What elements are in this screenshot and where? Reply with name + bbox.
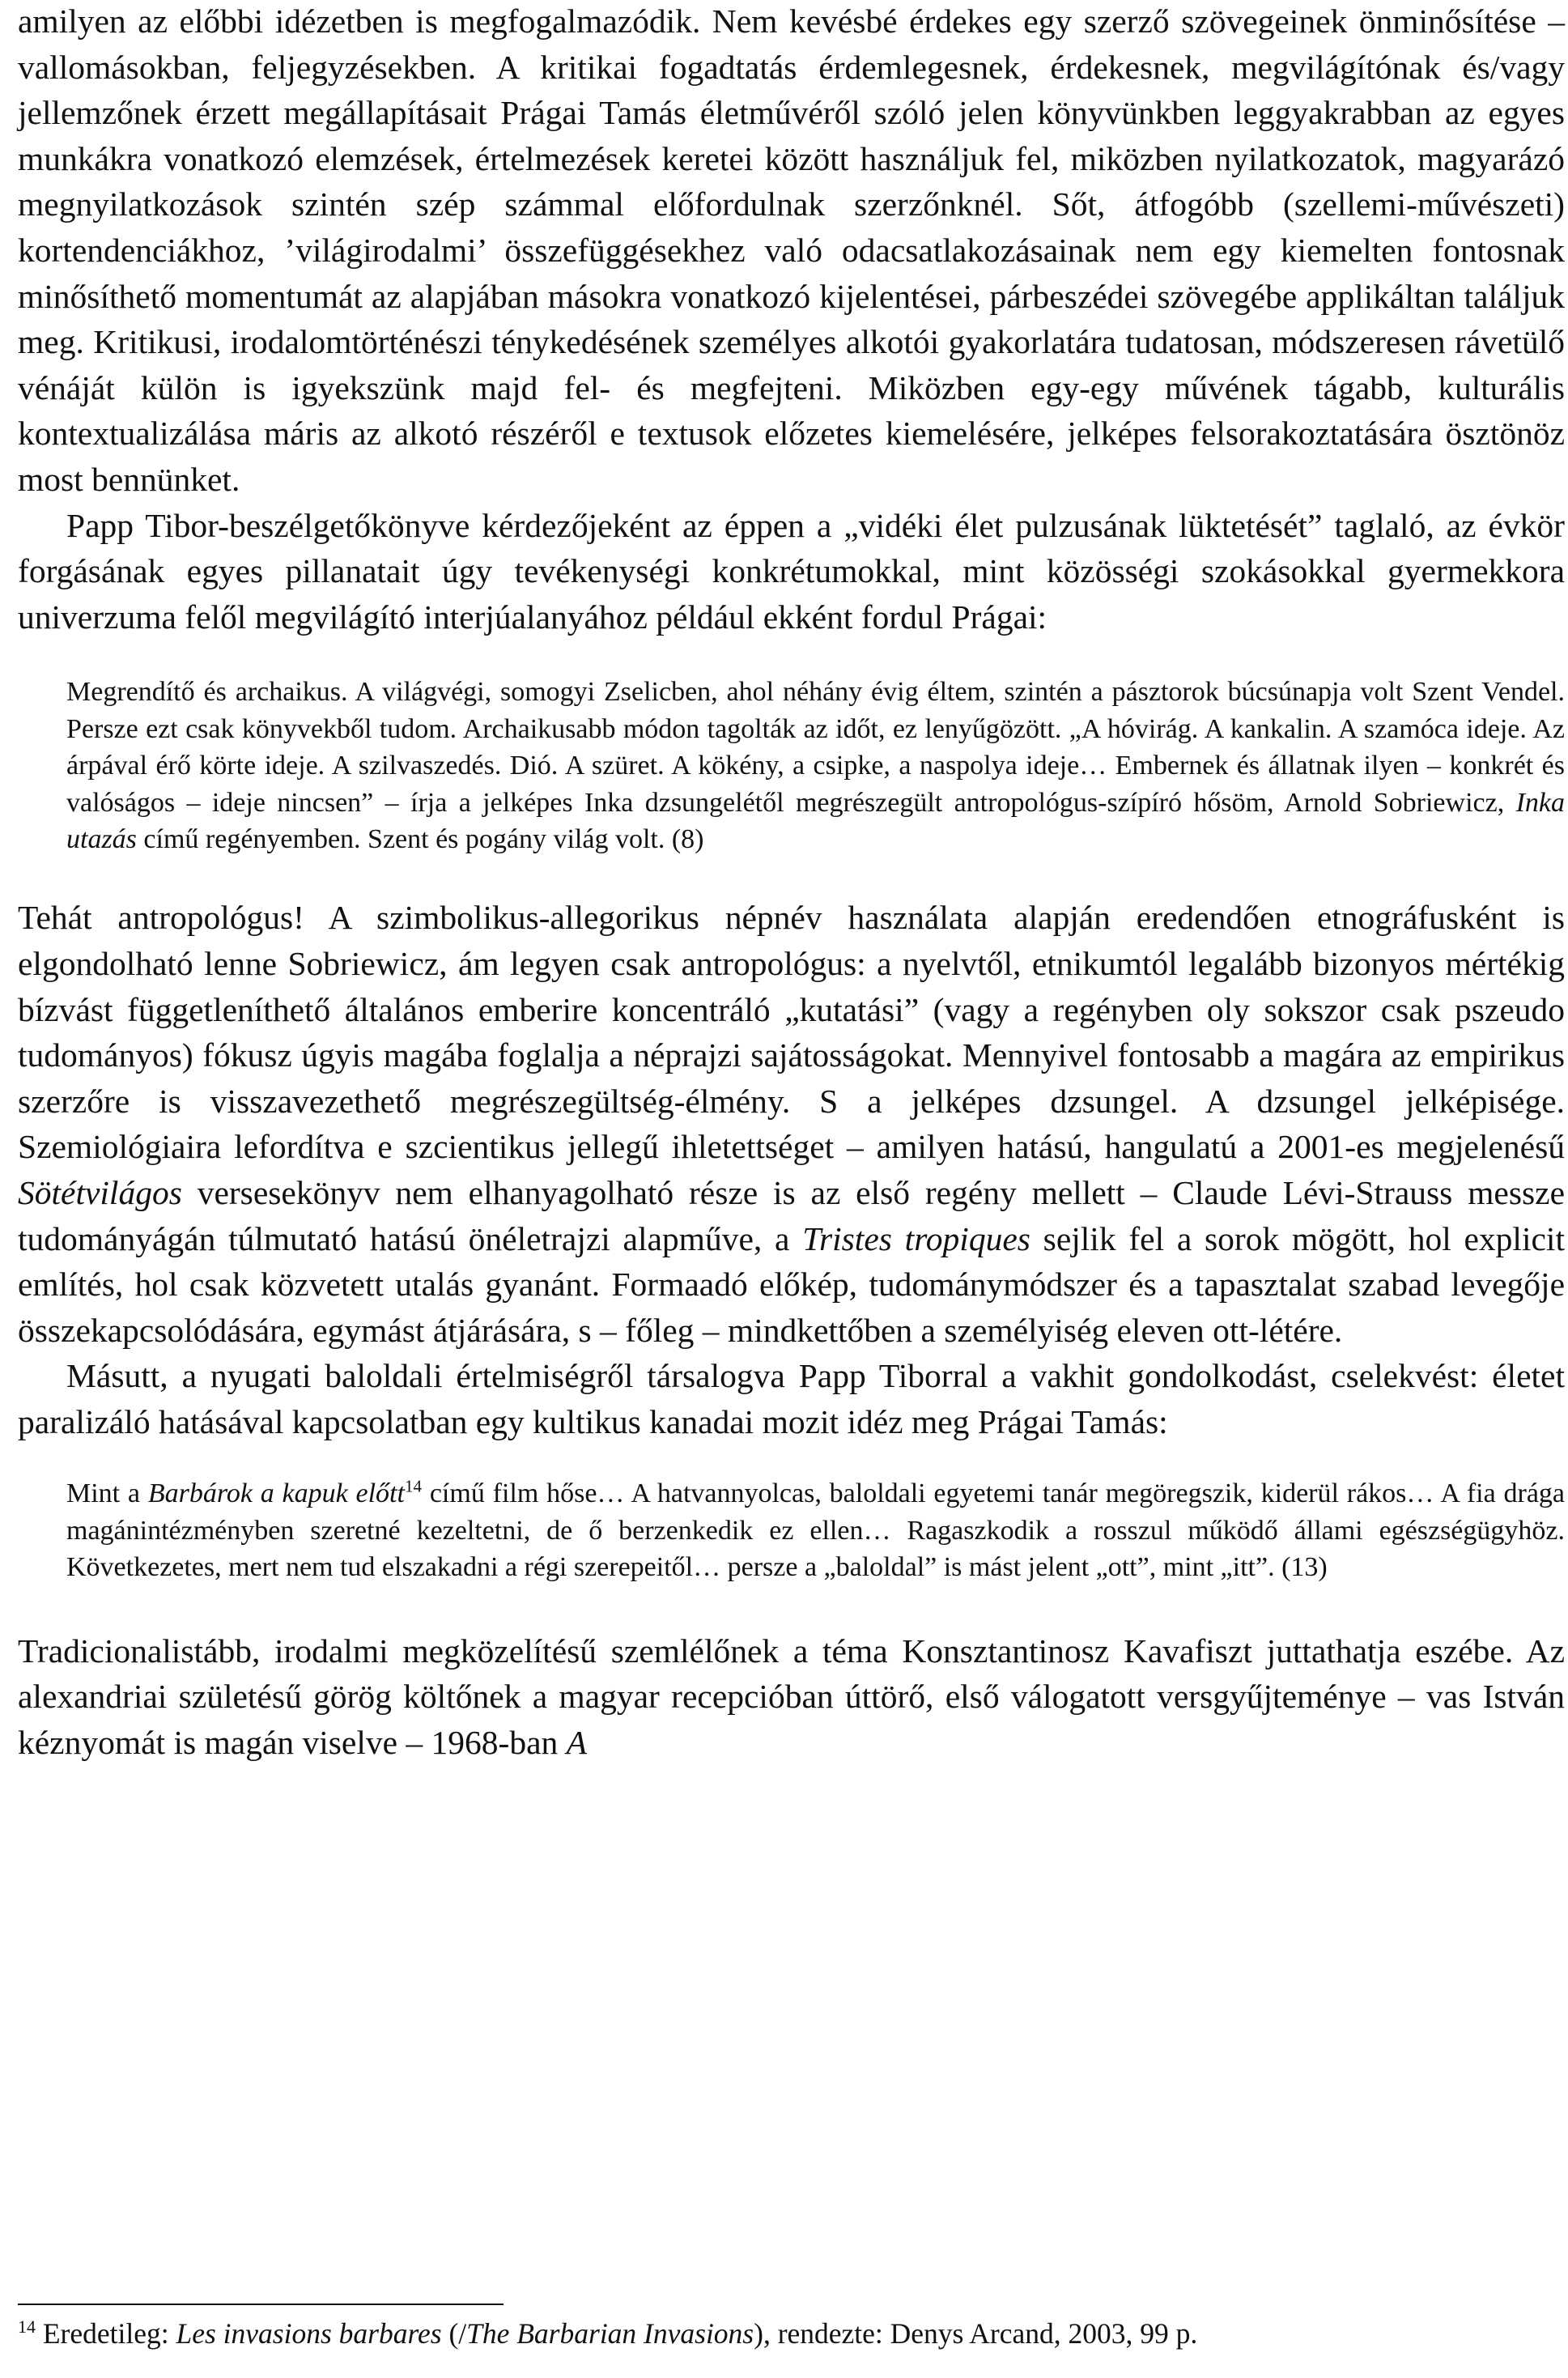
body-paragraph-2: Papp Tibor-beszélgetőkönyve kérdezőjeként az éppen a „vidéki élet pulzusának lüktetését” taglaló, az évkör forgásának egyes pillanatait úgy tevékenységi konkrétumokkal, mint közösségi szokásokkal gyermekkora univerzuma felől megvilágító interjúalanyához például ekként fordul Prágai: <box>18 506 1565 636</box>
block-quote-1: Megrendítő és archaikus. A világvégi, somogyi Zselicben, ahol néhány évig éltem, szintén a pásztorok búcsúnapja volt Szent Vendel. Persze ezt csak könyvekből tudom. Archaikusabb módon tagolták az időt, ez lenyűgözött. „A hóvirág. A kankalin. A szamóca ideje. Az árpával érő körte ideje. A szilvaszedés. Dió. A szüret. A kökény, a csipke, a naspolya ideje… Embernek és állatnak ilyen – konkrét és valóságos – ideje nincsen” – írja a jelképes Inka dzsungelétől megrészegült antropológus-szípíró hősöm, Arnold Sobriewicz, Inka utazás című regényemben. Szent és pogány világ volt. (8) <box>66 677 1565 854</box>
book-title-tristes-tropiques: Tristes tropiques <box>802 1219 1030 1257</box>
block-quote-2: Mint a Barbárok a kapuk előtt$^{14}$ című film hőse… A hatvannyolcas, baloldali egyetemi tanár megöregszik, kiderül rákos… A fia drága magánintézményben szeretné kezeltetni, de ő berzenkedik ez ellen… Ragaszkodik a rosszul működő állami egészségügyhöz. Következetes, mert nem tud elszakadni a régi szerepeitől… persze a „baloldal” is mást jelent „ott”, mint „itt”. (13) <box>66 1477 1566 1583</box>
body-paragraph-3: Tehát antropológus! A szimbolikus-allegorikus népnév használata alapján eredendően etnográfusként is elgondolható lenne Sobriewicz, ám legyen csak antropológus: a nyelvtől, etnikumtól legalább bizonyos mértékig bízvást függetleníthető általános emberire koncentráló „kutatási” (vagy a regényben oly sokszor csak pszeudo tudományos) fókusz úgyis magába foglalja a néprajzi sajátosságokat. Mennyivel fontosabb a magára az empirikus szerzőre is visszavezethető megrészegültség-élmény. S a jelképes dzsungel. A dzsungel jelképisége. Szemiológiaira lefordítva e szcientikus jellegű ihletettséget – amilyen hatású, hangulatú a 2001-es megjelenésű Sötétvilágos versesekönyv nem elhanyagolható része is az első regény mellett – Claude Lévi-Strauss messze tudományágán túlmutató hatású önéletrajzi alapműve, a Tristes tropiques sejlik fel a sorok mögött, hol explicit említés, hol csak közvetett utalás gyanánt. Formaadó előkép, tudománymódszer és a tapasztalat szabad levegője összekapcsolódására, egymást átjárására, s – főleg – mindkettőben a személyiség eleven ott-létére. <box>18 899 1565 1349</box>
book-title-inka-utazas: Inka utazás <box>66 787 1565 854</box>
film-title-original: Les invasions barbares <box>176 2317 442 2350</box>
body-paragraph-1: amilyen az előbbi idézetben is megfogalmazódik. Nem kevésbé érdekes egy szerző szövegeinek önminősítése – vallomásokban, feljegyzésekben. A kritikai fogadtatás érdemlegesnek, érdekesnek, megvilágítónak és/vagy jellemzőnek érzett megállapításait Prágai Tamás életművéről szóló jelen könyvünkben leggyakrabban az egyes munkákra vonatkozó elemzések, értelmezések keretei között használjuk fel, miközben nyilatkozatok, magyarázó megnyilatkozások szintén szép számmal előfordulnak szerzőnknél. Sőt, átfogóbb (szellemi-művészeti) kortendenciákhoz, ’világirodalmi’ összefüggésekhez való odacsatlakozásainak nem egy kiemelten fontosnak minősíthető momentumát az alapjában másokra vonatkozó kijelentései, párbeszédei szövegébe applikáltan találjuk meg. Kritikusi, irodalomtörténészi ténykedésének személyes alkotói gyakorlatára tudatosan, módszeresen rávetülő vénáját külön is igyekszünk majd fel- és megfejteni. Miközben egy-egy művének tágabb, kulturális kontextualizálása máris az alkotó részéről e textusok előzetes kiemelésére, jelképes felsorakoztatására ösztönöz most bennünket. <box>18 2 1565 498</box>
book-title-sotetvilagos: Sötétvilágos <box>18 1173 182 1211</box>
film-title-barbarok: Barbárok a kapuk előtt <box>147 1478 405 1509</box>
footnote-reference: 14 <box>404 1477 423 1497</box>
footnote-separator <box>18 2304 504 2305</box>
footnote: $^{14}$ Eredetileg: Les invasions barbares (/The Barbarian Invasions), rendezte: Denys Arcand, 2003, 99 p. <box>18 2316 1198 2350</box>
film-title-english: The Barbarian Invasions <box>466 2317 754 2350</box>
document-page <box>18 0 1565 1765</box>
book-title-start: A <box>566 1723 588 1761</box>
body-paragraph-4: Másutt, a nyugati baloldali értelmiségről társalogva Papp Tiborral a vakhit gondolkodást, cselekvést: életet paralizáló hatásával kapcsolatban egy kultikus kanadai mozit idéz meg Prágai Tamás: <box>18 1357 1565 1440</box>
body-paragraph-5: Tradicionalistább, irodalmi megközelítésű szemlélőnek a téma Konsztantinosz Kavafiszt juttathatja eszébe. Az alexandriai születésű görög költőnek a magyar recepcióban úttörő, első válogatott versgyűjteménye – vas István kéznyomát is magán viselve – 1968-ban A <box>18 1631 1565 1761</box>
footnote-number: 14 <box>18 2316 36 2338</box>
